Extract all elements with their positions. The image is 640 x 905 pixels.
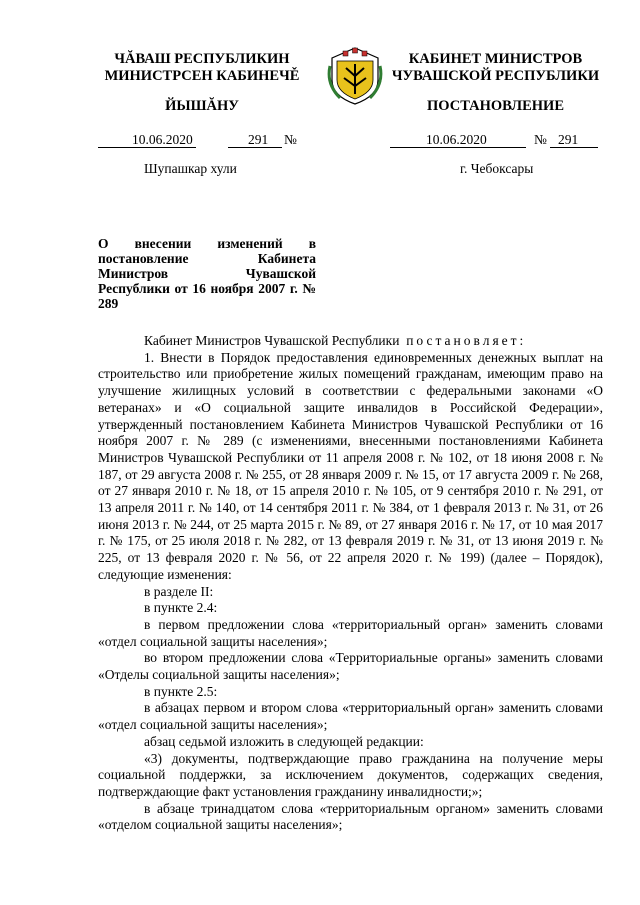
date-line-right (390, 132, 602, 148)
body-paragraph: 1. Внести в Порядок предоставления единовременных денежных выплат на строительство или приобретение жилых помещений гражданам, имеющим право на улучшение жилищных условий в соответствии с федеральными законами «О ветеранах» и «О социальной защите инвалидов в Российской Федерации», утвержденный постановлением Кабинета Министров Чувашской Республики от 16 ноября 2007 г. № 289 (с изменениями, внесенными постановлениями Кабинета Министров Чувашской Республики от 11 апреля 2008 г. № 102, от 18 июня 2008 г. № 187, от 29 августа 2008 г. № 255, от 28 января 2009 г. № 15, от 17 августа 2009 г. № 268, от 27 января 2010 г. № 18, от 15 апреля 2010 г. № 105, от 9 сентября 2010 г. № 291, от 13 апреля 2011 г. № 140, от 14 сентября 2011 г. № 384, от 1 февраля 2013 г. № 31, от 26 июня 2013 г. № 244, от 25 марта 2015 г. № 89, от 27 января 2016 г. № 17, от 10 мая 2017 г. № 175, от 25 июля 2018 г. № 282, от 13 февраля 2019 г. № 31, от 13 июня 2019 г. № 225, от 13 февраля 2020 г. № 56, от 22 апреля 2020 г. № 199) (далее – Порядок), следующие изменения: (98, 349, 603, 582)
body-paragraph: в разделе II: (144, 583, 214, 599)
header-left (88, 51, 316, 85)
header-right (388, 51, 603, 85)
number-left: 291 (248, 132, 269, 147)
body-paragraph: в абзаце тринадцатом слова «территориальным органом» заменить словами «отделом социальной защиты населения»; (98, 800, 603, 833)
city-right: г. Чебоксары (460, 161, 534, 176)
header-right-line2: ЧУВАШСКОЙ РЕСПУБЛИКИ (391, 68, 600, 84)
body-paragraph: в абзацах первом и втором слова «территориальный орган» заменить словами «отдел социальной защиты населения»; (98, 700, 603, 733)
intro-verb: постановляет: (406, 333, 527, 348)
doctype-right: ПОСТАНОВЛЕНИЕ (426, 98, 564, 114)
body-paragraph: в пункте 2.5: (144, 683, 218, 699)
date-left: 10.06.2020 (132, 132, 193, 147)
header-left-line2: МИНИСТРСЕН КАБИНЕЧĚ (104, 68, 300, 84)
body-paragraph: в пункте 2.4: (144, 600, 218, 616)
body-paragraph: «3) документы, подтверждающие право гражданина на получение меры социальной поддержки, за исключением документов, содержащих сведения, подтверждающие факт установления гражданину инвалидности;»; (98, 750, 603, 799)
date-right: 10.06.2020 (426, 132, 487, 147)
intro-paragraph (98, 333, 603, 350)
header-left-line1: ЧĂВАШ РЕСПУБЛИКИН (114, 51, 290, 67)
header-right-line1: КАБИНЕТ МИНИСТРОВ (408, 51, 583, 67)
body-paragraph: в первом предложении слова «территориальный орган» заменить словами «отдел социальной защиты населения»; (98, 616, 603, 649)
number-sign-right: № (534, 132, 547, 147)
document-body (98, 333, 603, 834)
doctype-left: ЙЫШĂНУ (165, 98, 239, 114)
number-sign-left: № (284, 132, 297, 147)
date-line-left (98, 132, 312, 148)
body-paragraph: абзац седьмой изложить в следующей редакции: (144, 733, 424, 749)
intro-lead: Кабинет Министров Чувашской Республики (144, 333, 400, 348)
number-right: 291 (558, 132, 579, 147)
body-paragraph: во втором предложении слова «Территориальные органы» заменить словами «Отделы социальной защиты населения»; (98, 650, 603, 683)
chuvash-emblem-icon (326, 44, 384, 106)
document-title: О внесении изменений в постановление Кабинета Министров Чувашской Республики от 16 ноября 2007 г. № 289 (98, 236, 316, 311)
city-left: Шупашкар хули (144, 161, 237, 176)
